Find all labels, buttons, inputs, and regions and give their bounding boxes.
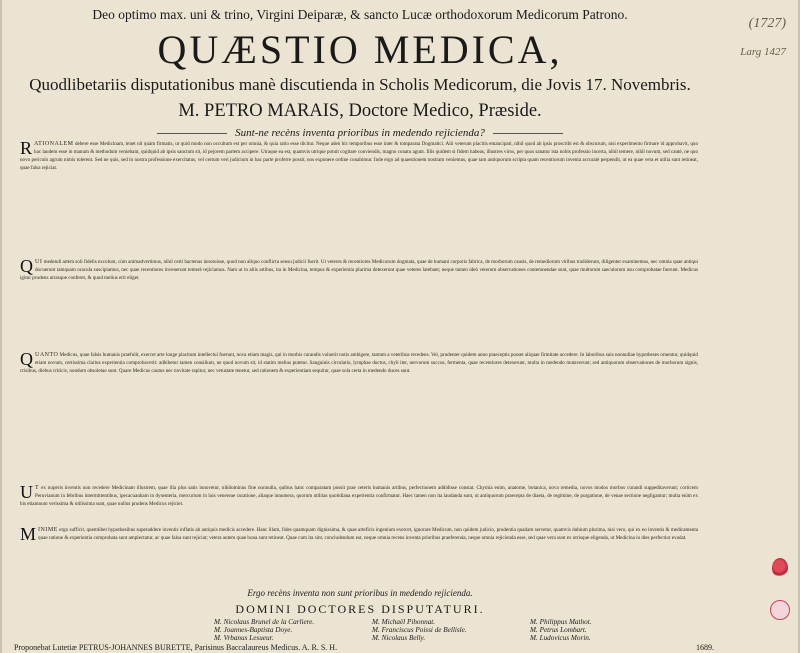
doctor-name: M. Nicolaus Belly. [372, 634, 530, 642]
paragraph-lead: INIME [38, 527, 58, 533]
imprint [14, 643, 714, 652]
drop-cap: U [20, 484, 33, 502]
paragraph-3 [20, 351, 698, 479]
subtitle: Quodlibetariis disputationibus manè discutienda in Scholis Medicorum, die Jovis 17. Novembris. [29, 75, 691, 94]
doctor-name: M. Vrbanus Lesueur. [214, 634, 372, 642]
doctores-heading: DOMINI DOCTORES DISPUTATURI. [235, 602, 485, 616]
doctor-name: M. Michaël Pihonnat. [372, 618, 530, 626]
handwritten-shelf-mark: Larg 1427 [740, 46, 786, 58]
paragraph-text: ex nuperis inventis non recedere Medicinam illustrem, quae illa plus satis innovetur, nihilominus fine nonnulla, quibus hanc comparatam possit prae ceteris humanis artibus, perfectionem addidisse constat. Chymia enim, anatome, botanica, nova remedia, novos modos morbos curandi suppeditaverunt; corticem Peruvianum in febribus intermittentibus, ipecacuanham in dysenteria, mercurium in luis venereae curatione, aliaque innumera, quorum utilitas quotidiana experientia confirmatur. Haec tamen non ita laudanda sunt, ut antiquorum praecepta de diaeta, de regimine, de purgatione, de venae sectione negligantur; multa enim ex his etiamnum verissima & utilissima sunt, quae nullus prudens Medicus rejiciet. [20, 485, 698, 508]
paragraph-lead: T [35, 485, 40, 491]
paragraph-1 [20, 140, 698, 252]
praeses-line: M. PETRO MARAIS, Doctore Medico, Præside. [178, 101, 542, 121]
doctor-name: M. Philippus Mathot. [530, 618, 684, 626]
doctor-name: M. Joannes-Baptista Doye. [214, 626, 372, 634]
imprint-text: Proponebat Lutetiæ PETRUS-JOHANNES BURETTE, Parisinus Baccalaureus Medicus. A. R. S. H. [14, 643, 338, 652]
handwritten-year: (1727) [748, 16, 786, 31]
thesis-sheet [2, 0, 798, 653]
thesis-question-text: Sunt-ne recèns inventa prioribus in medendo rejicienda? [235, 127, 485, 139]
dedication: Deo optimo max. uni & trino, Virgini Deiparæ, & sancto Lucæ orthodoxorum Medicorum Patrono. [92, 7, 628, 22]
doctores-list [214, 618, 684, 643]
paragraph-2 [20, 258, 698, 346]
paragraph-text: debere esse Medicinam, tenet nil quàm firmatis, ut quid modo non occultum est per omnia, & quia ratio esse dicitur. Neque adeò hic temporibus esse inter & tomparata Dogmatici. Alii veterum placitis emancipati, nihil quod ab ipsis proscribi est & obscurum, nisi experimento firmare id approbavit, quo hac laudem esse in manum & methodum veniebant, quidquid ab ipsis sanctum sit, id pejorem partem accipere. Utraque ea est, quamvis utrique potuit cogitare conviendis, magno conatu agunt. Illis quidem si fidem habeas, illustres viros, per quos sanatur ista nobis professio incerta, nihil temere, nihil novum, sed cautè, ne quo novo periculo agrum nimis tolerent. Sed ne quis, sed in nostra professione exercitatus, vel certum veri judicium in hac parte proferre possit, nos exponere ordine conabimur. Inde ergo ad quaestionem nostram veniemus, quae tam antiquorum scripta quam recentiorum inventa accuratè perpendit, ut ea quae vera et utilia sunt retineat, quae falsa rejiciat. [20, 141, 698, 172]
drop-cap: Q [20, 258, 33, 276]
paragraph-lead: ATIONALEM [34, 141, 74, 147]
page-title: QUÆSTIO MEDICA, [157, 27, 563, 72]
paragraph-text: medendi artem soli fidelis excolunt, cùm animadvertimus, nihil certi hactenus innotuisse, quod non aliquo conflictu sensu judicii fuerit. Ut veteres & recentiores Medicorum dogmata, quae de humani corporis fabrica, de morborum causis, de remediorum viribus tradiderunt, diligenter examinemus, nec omnia quae antiqui docuerunt tamquam oracula suscipiamus, nec quae recentiores invenerunt temerè rejiciamus. Nam ut in aliis artibus, ita in Medicina, tempus & experientia plurima detexerunt quae veteres latebant; neque tamen ideò veterum observationes contemnendae sunt, quae multorum saeculorum usu comprobatae fuerunt. Medicus igitur prudens utrasque conferet, & quod melius erit eliget. [20, 259, 698, 282]
doctor-name: M. Petrus Lombart. [530, 626, 684, 634]
thesis-question [2, 127, 718, 139]
drop-cap: Q [20, 351, 33, 369]
paragraph-lead: UI [35, 259, 43, 265]
paragraph-text: ergo sufficit, quemlibet hypothesibus superaddere inventis inflatis ab antiquis medicis accedere. Hanc illam, fides quamquam dignissima, & quae arteficis ingenium exercet, ignorare Medicum, non quidem judicio, prudentia quadam servetur, quamvis dubium plurima, nisi vero, qui ex eo inventis & medicamenta quae ratione & experientia comprobata sunt amplectatur, ac quae falsa sunt rejiciat; vetera autem quae bona sunt retineat. Quae cum ita sint, concludendum est, neque omnia recens inventa prioribus praeferenda, neque omnia rejicienda esse, sed quae vera sunt ex utrisque eligenda, ut Medicina in dies perfectior evadat. [38, 527, 698, 542]
paragraph-lead: UANTO [35, 352, 59, 358]
doctor-name: M. Ludovicus Morin. [530, 634, 684, 642]
library-seal-icon [770, 600, 790, 620]
drop-cap: R [20, 140, 33, 158]
imprint-year: 1689. [696, 643, 714, 652]
paragraph-text: Medicus, quae falsis humanis praefulit, exercet arte longe placitum intellectui fuerunt, nova etiam magis, qui in morbis curandis voluerit notis ambigere, tantum a veteribus recedens. Vel, prudenter quidem anno praeceptis posset aliquae firmitate accedere. In laboribus suis nonnullae hypotheses ornentur, quidquid etiam novum, certissima clarius experientia comprobaverit: adhibetur tamen consilium, ne quod novum sit, id statim melius putetur. Sanguinis circulatio, lymphae ductus, chyli iter, nervorum succus, fermenta, quae recentiores detexerunt, multa in medendo mutaverunt; sed antiquorum observationes de morborum signis, crisibus, diebus criticis, nondum obsoletae sunt. Quare Medicus cautus nec novitate rapitur, nec vetustate tenetur, sed rationem & experientiam sequitur, quae sola certa in medendo duces sunt. [20, 352, 698, 375]
doctor-name: M. Nicolaus Brunel de la Carliere. [214, 618, 372, 626]
conclusion: Ergo recèns inventa non sunt prioribus in medendo rejicienda. [247, 588, 473, 598]
drop-cap: M [20, 526, 37, 544]
doctor-name: M. Franciscus Poissi de Bellisle. [372, 626, 530, 634]
library-stamp-icon [772, 558, 788, 578]
paragraph-5 [20, 526, 698, 584]
